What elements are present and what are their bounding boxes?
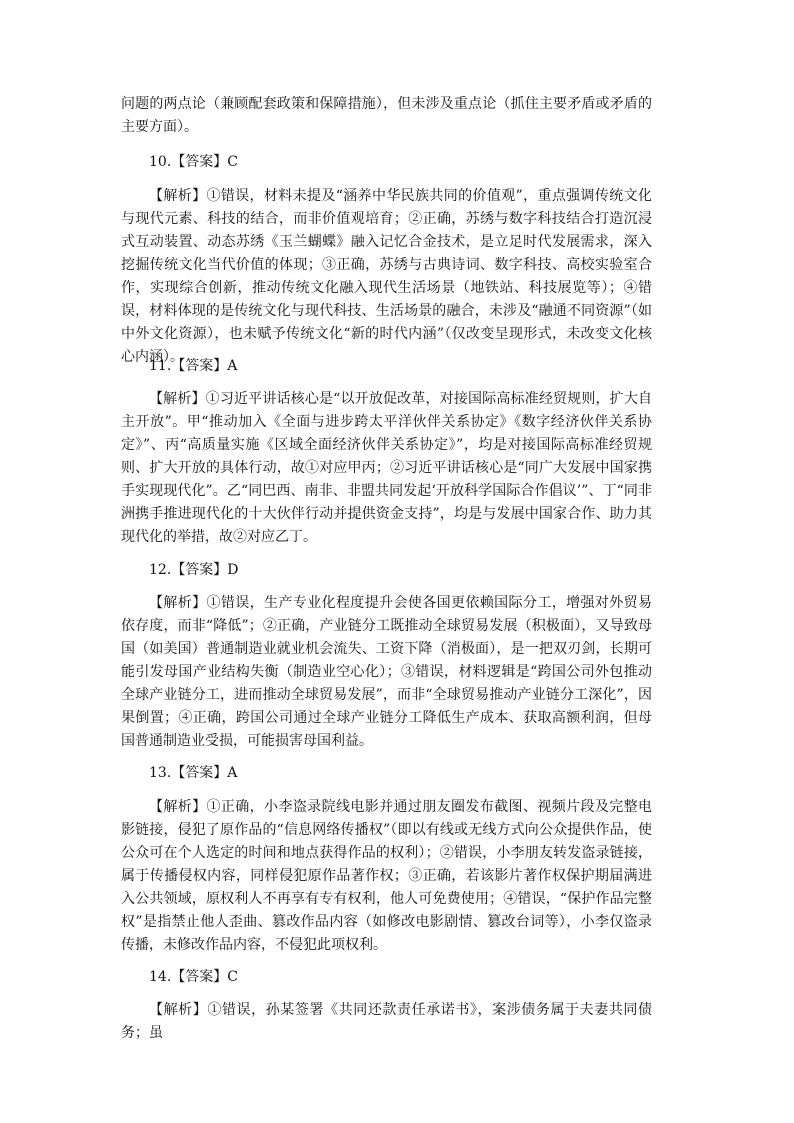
answer-14: 14.【答案】C [149, 969, 238, 985]
intro-paragraph: 问题的两点论（兼顾配套政策和保障措施），但未涉及重点论（抓住主要矛盾或矛盾的主要方面）。 [121, 96, 652, 135]
analysis-13: 【解析】①正确，小李盗录院线电影并通过朋友圈发布截图、视频片段及完整电影链接，侵犯了原作品的“信息网络传播权”（即以有线或无线方式向公众提供作品，使公众可在个人选定的时间和地点获得作品的权利）；②错误，小李朋友转发盗录链接，属于传播侵权内容，同样侵犯原作品著作权；③正确，若该影片著作权保护期届满进入公共领域，原权利人不再享有专有权利，他人可免费使用；④错误，“保护作品完整权”是指禁止他人歪曲、篡改作品内容（如修改电影剧情、篡改台词等），小李仅盗录传播，未修改作品内容，不侵犯此项权利。 [121, 799, 652, 953]
analysis-10: 【解析】①错误，材料未提及“涵养中华民族共同的价值观”，重点强调传统文化与现代元素、科技的结合，而非价值观培育；②正确，苏绣与数字科技结合打造沉浸式互动装置、动态苏绣《玉兰蝴蝶》融入记忆合金技术，是立足时代发展需求，深入挖掘传统文化当代价值的体现；③正确，苏绣与古典诗词、数字科技、高校实验室合作，实现综合创新，推动传统文化融入现代生活场景（地铁站、科技展览等）；④错误，材料体现的是传统文化与现代科技、生活场景的融合，未涉及“融通不同资源”（如中外文化资源），也未赋予传统文化“新的时代内涵”（仅改变呈现形式，未改变文化核心内涵）。 [121, 188, 652, 365]
answer-10: 10.【答案】C [149, 154, 238, 170]
analysis-14: 【解析】①错误，孙某签署《共同还款责任承诺书》，案涉债务属于夫妻共同债务；虽 [121, 1002, 652, 1041]
answer-13: 13.【答案】A [149, 765, 238, 781]
analysis-12: 【解析】①错误，生产专业化程度提升会使各国更依赖国际分工，增强对外贸易依存度，而非“降低”；②正确，产业链分工既推动全球贸易发展（积极面），又导致母国（如美国）普通制造业就业机会流失、工资下降（消极面），是一把双刃剑，长期可能引发母国产业结构失衡（制造业空心化）；③错误，材料逻辑是“跨国公司外包推动全球产业链分工，进而推动全球贸易发展”，而非“全球贸易推动产业链分工深化”，因果倒置；④正确，跨国公司通过全球产业链分工降低生产成本、获取高额利润，但母国普通制造业受损，可能损害母国利益。 [121, 595, 652, 749]
analysis-11: 【解析】①习近平讲话核心是“以开放促改革，对接国际高标准经贸规则，扩大自主开放”。甲“推动加入《全面与进步跨太平洋伙伴关系协定》《数字经济伙伴关系协定》”、丙“高质量实施《区域全面经济伙伴关系协定》”，均是对接国际高标准经贸规则、扩大开放的具体行动，故①对应甲丙；②习近平讲话核心是“同广大发展中国家携手实现现代化”。乙“同巴西、南非、非盟共同发起‘开放科学国际合作倡议’”、丁“同非洲携手推进现代化的十大伙伴行动并提供资金支持”，均是与发展中国家合作、助力其现代化的举措，故②对应乙丁。 [121, 391, 652, 545]
answer-11: 11.【答案】A [149, 358, 238, 374]
answer-12: 12.【答案】D [149, 562, 239, 578]
